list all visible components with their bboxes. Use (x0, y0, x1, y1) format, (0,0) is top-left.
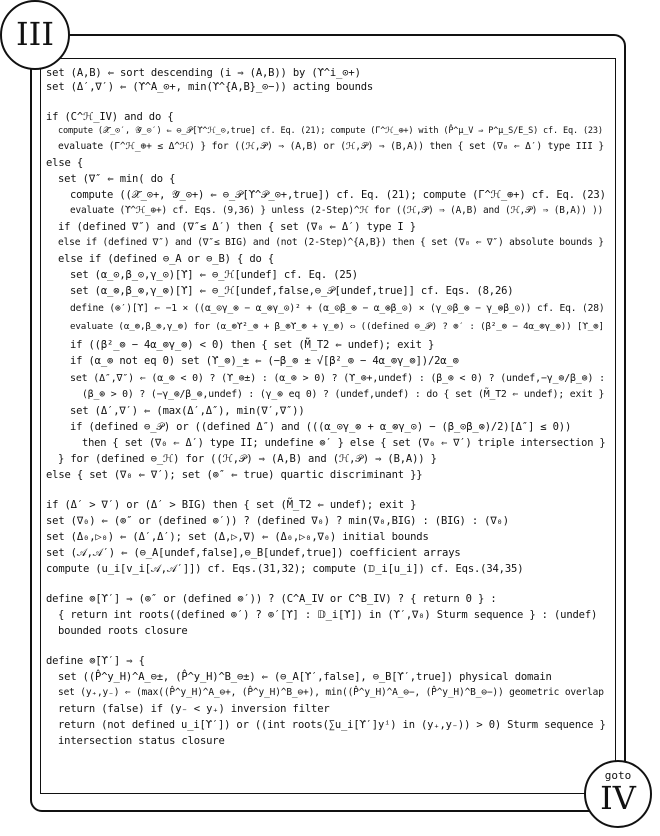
code-line: define ⊚̄[ϒ′] ⇒ { (46, 655, 145, 667)
code-line: else if (defined ∇″) and (∇″≤ BIG) and (not (2-Step)^{A,B}) then { set (∇₀ ⇐ ∇″) absolute bounds } (58, 237, 604, 248)
code-line: { return int roots((defined ⊚′) ? ⊚′[ϒ] : 𝔻_i[ϒ]) in (ϒ′,∇₀) Sturm sequence } : (undef) (58, 609, 598, 621)
code-line: set (Δ′,∇′) ⇐ (ϒ^A_⊙+, min(ϒ^{A,B}_⊙−)) acting bounds (46, 81, 374, 93)
code-line: evaluate (ϒ^ℋ_⊕+) cf. Eqs. (9,36) } unless (2-Step)^ℋ for ((ℋ,𝒫) ⇒ (A,B) and (ℋ,𝒫) ⇒ (B,A)) )) (70, 205, 604, 216)
code-line: set (∇₀) ⇐ (⊚″ or (defined ⊚′)) ? (defined ∇₀) ? min(∇₀,BIG) : (BIG) : (∇₀) (46, 515, 509, 527)
code-line: else { (46, 157, 84, 169)
code-line: set (A,B) ⇐ sort descending (i ⇒ (A,B)) by (ϒ^i_⊙+) (46, 67, 361, 79)
code-line: then { set (∇₀ ⇐ Δ′) type II; undefine ⊚′ } else { set (∇₀ ⇐ ∇′) triple intersection } (82, 437, 606, 449)
goto-label: goto (604, 769, 632, 782)
code-line: set ((P̂^y_H)^A_⊖±, (P̂^y_H)^B_⊖±) ⇐ (⊖_A[ϒ′,false], ⊖_B[ϒ′,true]) physical domain (58, 671, 552, 683)
code-line: } for (defined ⊖_ℋ) for ((ℋ,𝒫) ⇒ (A,B) and (ℋ,𝒫) ⇒ (B,A)) } (58, 453, 437, 465)
code-line: set (Δ′,∇′) ⇐ (max(Δ′,Δ″), min(∇′,∇″)) (70, 405, 305, 417)
code-line: if (defined ∇″) and (∇″≤ Δ′) then { set (∇₀ ⇐ Δ′) type I } (58, 221, 416, 233)
code-line: bounded roots closure (58, 625, 188, 637)
code-line: set (α_⊗,β_⊗,γ_⊗)[ϒ] ⇐ ⊖_ℋ[undef,false,⊖_𝒫[undef,true]] cf. Eqs. (8,26) (70, 285, 514, 297)
goto-badge (584, 760, 652, 828)
code-line: evaluate (Γ^ℋ_⊕+ ≤ Δ^ℋ) } for ((ℋ,𝒫) ⇒ (A,B) or (ℋ,𝒫) ⇒ (B,A)) then { set (∇₀ ⇐ Δ′) type III } (58, 141, 604, 152)
goto-target-label: IV (600, 779, 636, 817)
code-line: (β_⊚ > 0) ? (−γ_⊚/β_⊚,undef) : (γ_⊚ eq 0) ? (undef,undef) : do { set (M̃_T2 ⇐ undef); exit } (82, 389, 605, 400)
code-line: define (⊚′)[ϒ] ⇐ −1 × ((α_⊙γ_⊗ − α_⊗γ_⊙)² + (α_⊙β_⊗ − α_⊗β_⊙) × (γ_⊙β_⊗ − γ_⊗β_⊙)) cf. Eq. (28) (70, 303, 605, 314)
code-line: compute (u_i[v_i[𝒜,𝒜′]]) cf. Eqs.(31,32); compute (𝔻_i[u_i]) cf. Eqs.(34,35) (46, 563, 524, 575)
code-line: return (false) if (y₋ < y₊) inversion filter (58, 703, 330, 715)
code-line: set (α_⊙,β_⊙,γ_⊙)[ϒ] ⇐ ⊖_ℋ[undef] cf. Eq. (25) (70, 269, 358, 281)
section-badge-start: III (0, 0, 70, 70)
code-line: if (Δ′ > ∇′) or (Δ′ > BIG) then { set (M̃_T2 ⇐ undef); exit } (46, 499, 417, 511)
code-line: set (Δ″,∇″) ⇐ (α_⊚ < 0) ? (ϒ_⊚±) : (α_⊚ > 0) ? (ϒ_⊚+,undef) : (β_⊚ < 0) ? (undef,−γ_⊚/β_⊚) : (70, 373, 605, 384)
code-line: if (α_⊚ not eq 0) set (ϒ_⊚)_± ⇐ (−β_⊚ ± √[β²_⊚ − 4α_⊚γ_⊚])/2α_⊚ (70, 355, 459, 367)
code-line: intersection status closure (58, 735, 225, 747)
code-line: set (∇″ ⇐ min( do { (58, 173, 176, 185)
code-line: compute (𝒳̂_⊙′, 𝒴̂_⊙′) ⇐ ⊖_𝒫[ϒ^ℋ_⊙,true] cf. Eq. (21); compute (Γ^ℋ_⊕+) with (P̂^μ_V ⇒ P^μ_S/E_S) cf. Eq. (23) (58, 126, 603, 136)
code-line: if ((β²_⊚ − 4α_⊚γ_⊚) < 0) then { set (M̃_T2 ⇐ undef); exit } (70, 339, 435, 351)
code-line: if (defined ⊖_𝒫) or ((defined Δ″) and (((α_⊙γ_⊗ + α_⊗γ_⊙) − (β_⊙β_⊗)/2)[Δ″] ≤ 0)) (70, 421, 572, 433)
code-line: set (y₊,y₋) ⇐ (max((P̂^y_H)^A_⊖+, (P̂^y_H)^B_⊖+), min((P̂^y_H)^A_⊖−, (P̂^y_H)^B_⊖−)) geometric overlap (58, 687, 604, 698)
code-line: if (C^ℋ_IV) and do { (46, 111, 174, 123)
code-line: return (not defined u_i[ϒ′]) or ((int roots(∑u_i[ϒ′]yⁱ) in (y₊,y₋)) > 0) Sturm sequence } (58, 719, 606, 731)
code-line: evaluate (α_⊚,β_⊚,γ_⊚) for (α_⊚ϒ²_⊚ + β_⊚ϒ_⊚ + γ_⊚) ⇔ ((defined ⊖_𝒫) ? ⊚′ : (β²_⊗ − 4α_⊗γ_⊗)) [ϒ_⊚] (70, 321, 604, 332)
code-line: define ⊚[ϒ′] ⇒ (⊚″ or (defined ⊚′)) ? (C^A_IV or C^B_IV) ? { return 0 } : (46, 593, 497, 605)
code-line: set (Δ₀,▷₀) ⇐ (Δ′,Δ′); set (Δ,▷,∇) ⇐ (Δ₀,▷₀,∇₀) initial bounds (46, 531, 429, 543)
code-line: else if (defined ⊖_A or ⊖_B) { do { (58, 253, 275, 265)
code-line: compute ((𝒳̂_⊙+, 𝒴̂_⊙+) ⇐ ⊖_𝒫[ϒ^𝒫_⊙+,true]) cf. Eq. (21); compute (Γ^ℋ_⊕+) cf. Eq. (23) (70, 189, 606, 201)
code-line: set (𝒜,𝒜′) ⇐ (⊖_A[undef,false],⊖_B[undef,true]) coefficient arrays (46, 547, 461, 559)
code-line: else { set (∇₀ ⇐ ∇′); set (⊚″ ⇐ true) quartic discriminant }} (46, 469, 423, 481)
